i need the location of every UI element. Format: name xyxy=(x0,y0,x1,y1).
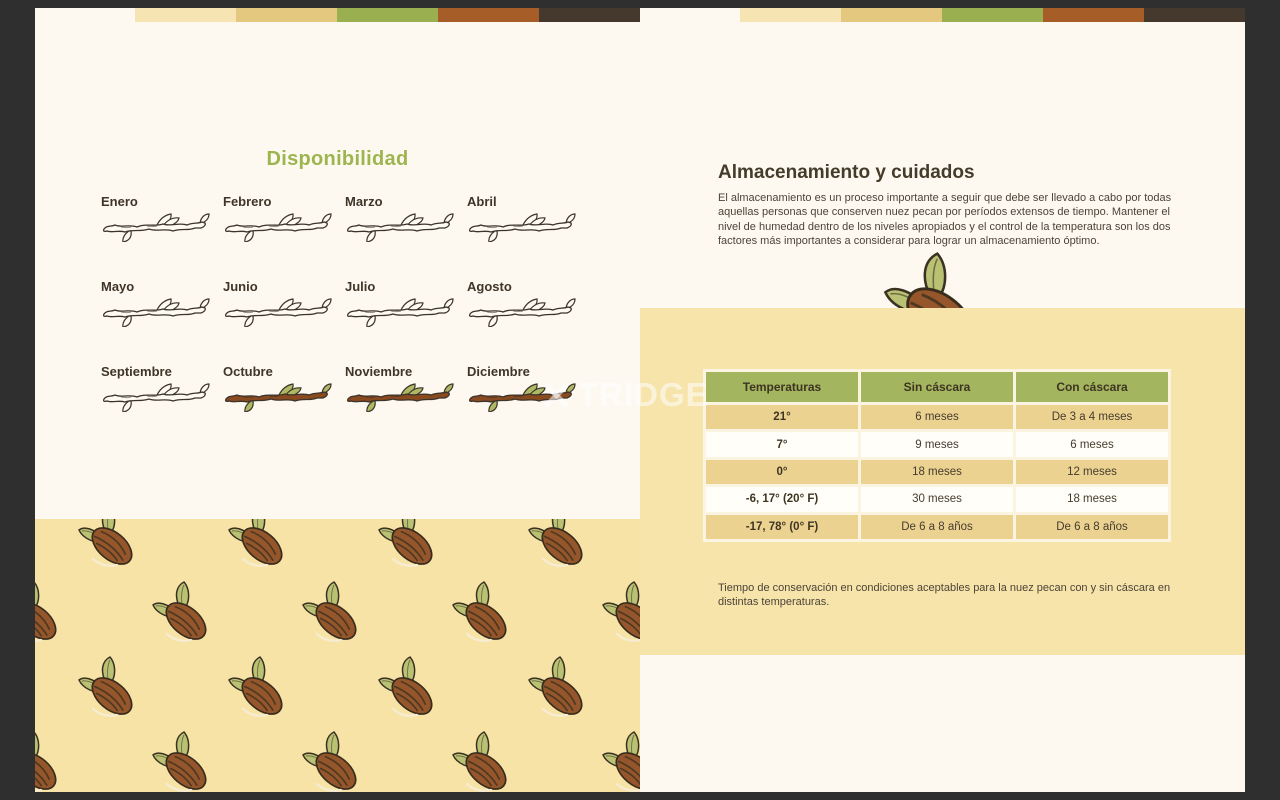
month-label: Junio xyxy=(223,279,258,294)
branch-icon xyxy=(223,210,333,242)
branch-icon xyxy=(345,295,455,327)
branch-icon-colored xyxy=(345,380,455,412)
month-label: Julio xyxy=(345,279,376,294)
month-label: Noviembre xyxy=(345,364,413,379)
month-cell-febrero xyxy=(223,194,345,242)
storage-table xyxy=(703,369,1171,542)
cell-sin-cascara: 30 meses xyxy=(861,487,1013,511)
cell-sin-cascara: De 6 a 8 años xyxy=(861,515,1013,539)
cell-con-cascara: De 6 a 8 años xyxy=(1016,515,1168,539)
bar-segment-tan xyxy=(841,8,942,22)
bar-segment-green xyxy=(942,8,1043,22)
table-caption: Tiempo de conservación en condiciones aceptables para la nuez pecan con y sin cáscara en distintas temperaturas. xyxy=(718,582,1171,608)
watermark-text: TRIDGE xyxy=(578,376,709,413)
branch-icon xyxy=(467,210,577,242)
availability-page xyxy=(35,8,640,792)
storage-panel xyxy=(640,308,1245,655)
cell-temperature: -17, 78° (0° F) xyxy=(706,515,858,539)
cell-con-cascara: De 3 a 4 meses xyxy=(1016,405,1168,429)
month-label: Septiembre xyxy=(101,364,172,379)
table-row xyxy=(706,515,1168,539)
month-label: Octubre xyxy=(223,364,273,379)
month-label: Abril xyxy=(467,194,497,209)
cell-temperature: 21° xyxy=(706,405,858,429)
bar-segment-tan xyxy=(236,8,337,22)
month-cell-septiembre xyxy=(101,364,223,412)
month-cell-diciembre xyxy=(467,364,589,412)
bar-segment-cream xyxy=(135,8,236,22)
table-header-row xyxy=(706,372,1168,402)
table-header-con-cascara: Con cáscara xyxy=(1016,372,1168,402)
cell-con-cascara: 18 meses xyxy=(1016,487,1168,511)
bar-segment-orange xyxy=(1043,8,1144,22)
storage-page xyxy=(640,8,1245,792)
month-cell-agosto xyxy=(467,279,589,327)
branch-icon xyxy=(101,210,211,242)
month-label: Mayo xyxy=(101,279,135,294)
table-header-sin-cascara: Sin cáscara xyxy=(861,372,1013,402)
month-cell-enero xyxy=(101,194,223,242)
cell-sin-cascara: 9 meses xyxy=(861,432,1013,456)
cell-sin-cascara: 18 meses xyxy=(861,460,1013,484)
month-label: Febrero xyxy=(223,194,272,209)
month-cell-junio xyxy=(223,279,345,327)
month-cell-octubre xyxy=(223,364,345,412)
branch-icon xyxy=(101,295,211,327)
month-label: Enero xyxy=(101,194,138,209)
month-cell-abril xyxy=(467,194,589,242)
branch-icon-colored xyxy=(467,380,577,412)
bar-segment-cream xyxy=(740,8,841,22)
cell-con-cascara: 12 meses xyxy=(1016,460,1168,484)
color-bar-left xyxy=(135,8,640,22)
cell-sin-cascara: 6 meses xyxy=(861,405,1013,429)
bar-segment-green xyxy=(337,8,438,22)
availability-title: Disponibilidad xyxy=(266,147,409,170)
cell-temperature: -6, 17° (20° F) xyxy=(706,487,858,511)
month-label: Diciembre xyxy=(467,364,530,379)
table-row xyxy=(706,405,1168,429)
cell-temperature: 7° xyxy=(706,432,858,456)
cell-temperature: 0° xyxy=(706,460,858,484)
bar-segment-dark xyxy=(539,8,640,22)
branch-icon xyxy=(101,380,211,412)
branch-icon xyxy=(345,210,455,242)
table-header-temperaturas: Temperaturas xyxy=(706,372,858,402)
month-cell-julio xyxy=(345,279,467,327)
bar-segment-dark xyxy=(1144,8,1245,22)
color-bar-right xyxy=(740,8,1245,22)
cell-con-cascara: 6 meses xyxy=(1016,432,1168,456)
branch-icon xyxy=(223,295,333,327)
month-label: Marzo xyxy=(345,194,383,209)
storage-intro-paragraph: El almacenamiento es un proceso importante a seguir que debe ser llevado a cabo por todas aquellas personas que conserven nuez pecan por períodos extensos de tiempo. Mantener el nivel de humedad dentro de los niveles apropiados y el control de la temperatura son los dos factores más importantes a considerar para lograr un almacenamiento óptimo. xyxy=(718,192,1172,248)
table-row xyxy=(706,460,1168,484)
branch-icon xyxy=(467,295,577,327)
months-grid xyxy=(101,194,589,412)
branch-icon-colored xyxy=(223,380,333,412)
month-cell-mayo xyxy=(101,279,223,327)
month-cell-noviembre xyxy=(345,364,467,412)
month-cell-marzo xyxy=(345,194,467,242)
storage-title: Almacenamiento y cuidados xyxy=(718,161,975,183)
month-label: Agosto xyxy=(467,279,512,294)
pecan-pattern-background xyxy=(35,519,640,792)
bar-segment-orange xyxy=(438,8,539,22)
table-row xyxy=(706,487,1168,511)
table-row xyxy=(706,432,1168,456)
